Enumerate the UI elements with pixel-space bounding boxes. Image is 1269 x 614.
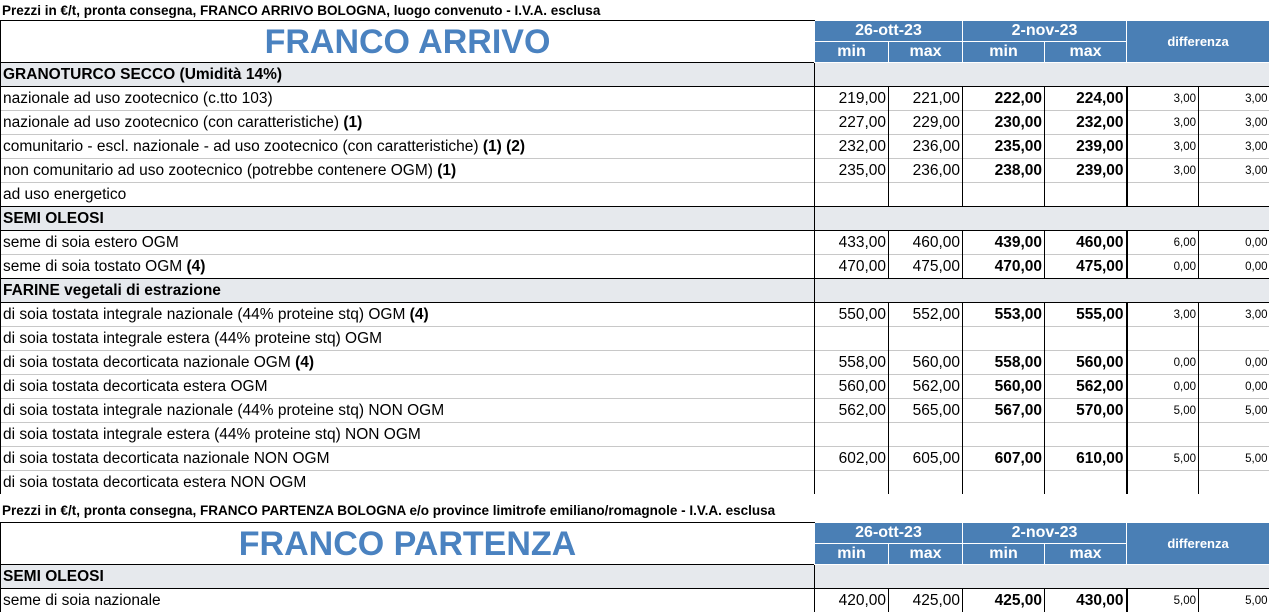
row-label: comunitario - escl. nazionale - ad uso zootecnico (con caratteristiche) (1) (2)	[1, 135, 815, 159]
section-cell	[815, 207, 889, 231]
price-current	[963, 471, 1045, 495]
row-label: nazionale ad uso zootecnico (c.tto 103)	[1, 87, 815, 111]
price-prev: 236,00	[889, 135, 963, 159]
price-current	[1045, 327, 1127, 351]
section-label: GRANOTURCO SECCO (Umidità 14%)	[1, 63, 815, 87]
price-prev	[815, 183, 889, 207]
difference-value: 3,00	[1127, 159, 1199, 183]
price-prev	[889, 423, 963, 447]
table-row	[1, 327, 1269, 351]
partenza-heading: Prezzi in €/t, pronta consegna, FRANCO PARTENZA BOLOGNA e/o province limitrofe emiliano/romagnole - I.V.A. esclusa	[2, 503, 776, 518]
min-header: min	[815, 544, 889, 565]
table-title: FRANCO PARTENZA	[1, 523, 815, 565]
row-label: seme di soia tostato OGM (4)	[1, 255, 815, 279]
difference-value	[1127, 183, 1199, 207]
price-prev: 565,00	[889, 399, 963, 423]
row-footnote: (4)	[295, 353, 315, 371]
price-current: 560,00	[963, 375, 1045, 399]
price-prev: 433,00	[815, 231, 889, 255]
difference-value: 3,00	[1127, 87, 1199, 111]
difference-header: differenza	[1127, 523, 1269, 565]
price-prev: 420,00	[815, 589, 889, 613]
table-row	[1, 351, 1269, 375]
price-prev	[889, 471, 963, 495]
price-prev: 605,00	[889, 447, 963, 471]
price-prev: 475,00	[889, 255, 963, 279]
section-cell	[889, 279, 963, 303]
difference-value: 3,00	[1127, 135, 1199, 159]
section-label: SEMI OLEOSI	[1, 565, 815, 589]
price-current	[963, 423, 1045, 447]
section-cell	[1127, 565, 1199, 589]
section-cell	[1199, 207, 1269, 231]
difference-value: 0,00	[1127, 255, 1199, 279]
difference-value: 5,00	[1127, 447, 1199, 471]
price-prev: 470,00	[815, 255, 889, 279]
row-label: di soia tostata decorticata nazionale NON OGM	[1, 447, 815, 471]
price-current: 475,00	[1045, 255, 1127, 279]
difference-value	[1199, 327, 1269, 351]
difference-value: 0,00	[1199, 255, 1269, 279]
price-prev	[889, 183, 963, 207]
difference-header: differenza	[1127, 21, 1269, 63]
section-cell	[889, 207, 963, 231]
row-label: di soia tostata integrale nazionale (44% proteine stq) NON OGM	[1, 399, 815, 423]
price-prev: 219,00	[815, 87, 889, 111]
difference-value: 0,00	[1199, 375, 1269, 399]
section-cell	[963, 279, 1045, 303]
row-footnote: (1) (2)	[482, 137, 526, 155]
section-cell	[1127, 63, 1199, 87]
price-prev: 560,00	[889, 351, 963, 375]
difference-value	[1127, 423, 1199, 447]
section-cell	[963, 565, 1045, 589]
row-label: nazionale ad uso zootecnico (con caratteristiche) (1)	[1, 111, 815, 135]
difference-value: 0,00	[1127, 375, 1199, 399]
table-row	[1, 423, 1269, 447]
row-label: di soia tostata decorticata nazionale OGM (4)	[1, 351, 815, 375]
row-label: di soia tostata decorticata estera NON OGM	[1, 471, 815, 495]
price-prev: 550,00	[815, 303, 889, 327]
price-prev: 562,00	[815, 399, 889, 423]
price-prev: 232,00	[815, 135, 889, 159]
difference-value: 5,00	[1199, 399, 1269, 423]
price-current: 238,00	[963, 159, 1045, 183]
price-current: 562,00	[1045, 375, 1127, 399]
row-label: ad uso energetico	[1, 183, 815, 207]
difference-value: 3,00	[1127, 111, 1199, 135]
price-prev: 425,00	[889, 589, 963, 613]
table-row	[1, 159, 1269, 183]
price-current	[1045, 183, 1127, 207]
arrivo-table	[0, 20, 1269, 494]
table-row	[1, 231, 1269, 255]
date-header: 26-ott-23	[815, 21, 963, 42]
max-header: max	[1045, 42, 1127, 63]
difference-value: 3,00	[1199, 159, 1269, 183]
difference-value	[1199, 183, 1269, 207]
price-prev: 558,00	[815, 351, 889, 375]
difference-value: 0,00	[1127, 351, 1199, 375]
table-row	[1, 399, 1269, 423]
section-cell	[1045, 565, 1127, 589]
price-prev: 221,00	[889, 87, 963, 111]
price-current	[1045, 423, 1127, 447]
section-cell	[963, 63, 1045, 87]
difference-value: 0,00	[1199, 231, 1269, 255]
difference-value: 3,00	[1199, 111, 1269, 135]
section-cell	[1045, 207, 1127, 231]
section-cell	[815, 63, 889, 87]
section-row	[1, 279, 1269, 303]
difference-value	[1199, 423, 1269, 447]
max-header: max	[889, 544, 963, 565]
price-current: 230,00	[963, 111, 1045, 135]
price-prev: 235,00	[815, 159, 889, 183]
difference-value: 5,00	[1127, 589, 1199, 613]
price-current: 439,00	[963, 231, 1045, 255]
row-footnote: (1)	[343, 113, 363, 131]
section-cell	[1199, 63, 1269, 87]
price-current: 232,00	[1045, 111, 1127, 135]
table-row	[1, 87, 1269, 111]
price-prev: 602,00	[815, 447, 889, 471]
price-prev: 552,00	[889, 303, 963, 327]
row-label: di soia tostata integrale estera (44% proteine stq) OGM	[1, 327, 815, 351]
section-cell	[815, 565, 889, 589]
section-cell	[1199, 565, 1269, 589]
price-current	[963, 183, 1045, 207]
table-row	[1, 303, 1269, 327]
price-current: 558,00	[963, 351, 1045, 375]
date-header: 2-nov-23	[963, 21, 1127, 42]
difference-value: 0,00	[1199, 351, 1269, 375]
section-cell	[1199, 279, 1269, 303]
section-cell	[889, 565, 963, 589]
row-label: non comunitario ad uso zootecnico (potrebbe contenere OGM) (1)	[1, 159, 815, 183]
price-current: 555,00	[1045, 303, 1127, 327]
price-current: 460,00	[1045, 231, 1127, 255]
min-header: min	[815, 42, 889, 63]
section-label: SEMI OLEOSI	[1, 207, 815, 231]
section-row	[1, 63, 1269, 87]
row-label: di soia tostata integrale estera (44% proteine stq) NON OGM	[1, 423, 815, 447]
price-current: 235,00	[963, 135, 1045, 159]
price-prev: 227,00	[815, 111, 889, 135]
price-prev	[889, 327, 963, 351]
difference-value: 3,00	[1199, 303, 1269, 327]
row-label: seme di soia nazionale	[1, 589, 815, 613]
price-current: 222,00	[963, 87, 1045, 111]
difference-value	[1127, 471, 1199, 495]
section-cell	[889, 63, 963, 87]
table-row	[1, 183, 1269, 207]
max-header: max	[889, 42, 963, 63]
difference-value: 3,00	[1199, 87, 1269, 111]
difference-value: 5,00	[1199, 589, 1269, 613]
max-header: max	[1045, 544, 1127, 565]
min-header: min	[963, 42, 1045, 63]
difference-value: 3,00	[1199, 135, 1269, 159]
price-current: 430,00	[1045, 589, 1127, 613]
partenza-table	[0, 522, 1269, 612]
difference-value: 3,00	[1127, 303, 1199, 327]
price-current: 553,00	[963, 303, 1045, 327]
price-prev	[815, 423, 889, 447]
price-prev: 562,00	[889, 375, 963, 399]
price-current: 610,00	[1045, 447, 1127, 471]
table-row	[1, 255, 1269, 279]
difference-value	[1127, 327, 1199, 351]
price-current: 607,00	[963, 447, 1045, 471]
price-prev	[815, 327, 889, 351]
table-row	[1, 111, 1269, 135]
difference-value: 5,00	[1199, 447, 1269, 471]
section-cell	[1127, 279, 1199, 303]
price-prev: 460,00	[889, 231, 963, 255]
table-row	[1, 135, 1269, 159]
price-prev: 236,00	[889, 159, 963, 183]
difference-value: 5,00	[1127, 399, 1199, 423]
table-title: FRANCO ARRIVO	[1, 21, 815, 63]
row-footnote: (1)	[437, 161, 457, 179]
table-row	[1, 589, 1269, 613]
price-prev: 229,00	[889, 111, 963, 135]
section-row	[1, 207, 1269, 231]
table-row	[1, 375, 1269, 399]
row-label: di soia tostata integrale nazionale (44% proteine stq) OGM (4)	[1, 303, 815, 327]
date-header: 26-ott-23	[815, 523, 963, 544]
difference-value	[1199, 471, 1269, 495]
section-row	[1, 565, 1269, 589]
date-header: 2-nov-23	[963, 523, 1127, 544]
section-cell	[1045, 63, 1127, 87]
difference-value: 6,00	[1127, 231, 1199, 255]
arrivo-heading: Prezzi in €/t, pronta consegna, FRANCO ARRIVO BOLOGNA, luogo convenuto - I.V.A. esclusa	[2, 3, 601, 18]
section-cell	[963, 207, 1045, 231]
price-prev	[815, 471, 889, 495]
section-label: FARINE vegetali di estrazione	[1, 279, 815, 303]
price-current: 224,00	[1045, 87, 1127, 111]
section-cell	[1045, 279, 1127, 303]
price-current: 239,00	[1045, 159, 1127, 183]
row-footnote: (4)	[186, 257, 206, 275]
price-prev: 560,00	[815, 375, 889, 399]
section-cell	[815, 279, 889, 303]
row-label: seme di soia estero OGM	[1, 231, 815, 255]
price-current: 239,00	[1045, 135, 1127, 159]
row-footnote: (4)	[409, 305, 429, 323]
min-header: min	[963, 544, 1045, 565]
price-current: 570,00	[1045, 399, 1127, 423]
price-current: 560,00	[1045, 351, 1127, 375]
price-current	[1045, 471, 1127, 495]
section-cell	[1127, 207, 1199, 231]
row-label: di soia tostata decorticata estera OGM	[1, 375, 815, 399]
price-current: 567,00	[963, 399, 1045, 423]
price-current: 425,00	[963, 589, 1045, 613]
table-row	[1, 447, 1269, 471]
table-row	[1, 471, 1269, 495]
price-current: 470,00	[963, 255, 1045, 279]
price-current	[963, 327, 1045, 351]
